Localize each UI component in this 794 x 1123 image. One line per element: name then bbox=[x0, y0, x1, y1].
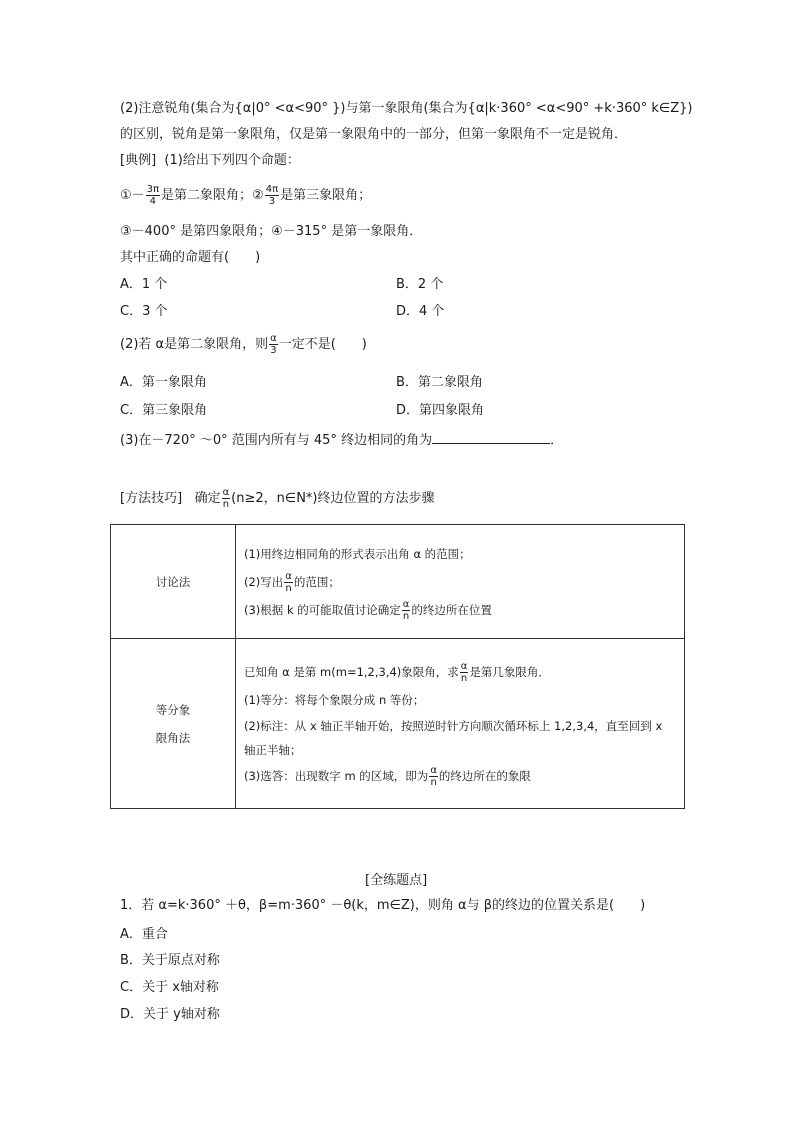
q2-option-c: C．第三象限角 bbox=[120, 403, 208, 418]
note-line-2: 的区别，锐角是第一象限角，仅是第一象限角中的一部分，但第一象限角不一定是锐角． bbox=[120, 127, 628, 142]
fraction-4pi-over-3: $\frac{4\pi}{3}$ bbox=[265, 184, 279, 207]
practice-tag: [全练题点] bbox=[365, 873, 428, 888]
example-q3: (3)在－720° ～0° 范围内所有与 45° 终边相同的角为 ． bbox=[120, 433, 564, 448]
fraction-alpha-over-n: $\frac{\alpha}{n}$ bbox=[460, 660, 468, 684]
practice-q1: 1．若 α=k·360° ＋θ，β=m·360° －θ(k，m∈Z)，则角 α与 β的终边的位置关系是( ) bbox=[120, 898, 646, 913]
q1-option-a: A．1 个 bbox=[120, 277, 168, 292]
method-name-discussion: 讨论法 bbox=[111, 525, 236, 639]
fraction-alpha-over-n: $\frac{\alpha}{n}$ bbox=[430, 764, 437, 788]
practice-option-b: B．关于原点对称 bbox=[120, 953, 220, 968]
q2-option-b: B．第二象限角 bbox=[396, 375, 483, 390]
q1-option-b: B．2 个 bbox=[396, 277, 444, 292]
method-heading: [方法技巧] 确定 $\frac{\alpha}{n}$ (n≥2，n∈N*)终边位置的方法步骤 bbox=[120, 487, 435, 510]
step-3: (3)根据 k 的可能取值讨论确定 $\frac{\alpha}{n}$ 的终边所在位置 bbox=[244, 598, 492, 622]
table-row bbox=[111, 525, 685, 639]
step-1: (1)用终边相同角的形式表示出角 α 的范围； bbox=[244, 546, 471, 561]
step-2: (2)写出 $\frac{\alpha}{n}$ 的范围； bbox=[244, 570, 340, 594]
fraction-alpha-over-n: $\frac{\alpha}{n}$ bbox=[222, 487, 230, 510]
step-intro: 已知角 α 是第 m(m=1,2,3,4)象限角，求 $\frac{\alpha}{n}$ 是第几象限角． bbox=[244, 660, 550, 684]
fraction-alpha-over-n: $\frac{\alpha}{n}$ bbox=[402, 598, 410, 622]
method-steps-quadrant-division bbox=[236, 639, 685, 809]
q2-option-a: A．第一象限角 bbox=[120, 375, 207, 390]
answer-blank bbox=[432, 431, 550, 444]
fraction-3pi-over-4: $\frac{3\pi}{4}$ bbox=[146, 184, 160, 207]
method-tag: [方法技巧] bbox=[120, 491, 183, 506]
step-3: (3)选答：出现数字 m 的区域，即为 $\frac{\alpha}{n}$ 的终边所在的象限 bbox=[244, 764, 531, 788]
example-q1-line3: ③－400° 是第四象限角；④－315° 是第一象限角． bbox=[120, 224, 423, 239]
practice-option-c: C．关于 x轴对称 bbox=[120, 980, 219, 995]
practice-option-a: A．重合 bbox=[120, 927, 168, 942]
note-line-1: (2)注意锐角(集合为{α|0° <α<90° })与第一象限角(集合为{α|k·360° <α<90° +k·360° k∈Z}) bbox=[120, 101, 693, 116]
example-q1-question: 其中正确的命题有( ) bbox=[120, 250, 261, 265]
example-header bbox=[120, 153, 300, 169]
example-q1-intro: (1)给出下列四个命题： bbox=[164, 153, 300, 168]
method-steps-discussion bbox=[236, 525, 685, 639]
method-table bbox=[110, 524, 685, 809]
example-q2: (2)若 α是第二象限角，则 $\frac{\alpha}{3}$ 一定不是( ) bbox=[120, 333, 367, 356]
practice-option-d: D．关于 y轴对称 bbox=[120, 1007, 220, 1022]
table-row bbox=[111, 639, 685, 809]
example-tag: [典例] bbox=[120, 153, 157, 168]
q1-option-c: C．3 个 bbox=[120, 304, 168, 319]
method-name-quadrant-division: 等分象 限角法 bbox=[111, 639, 236, 809]
fraction-alpha-over-n: $\frac{\alpha}{n}$ bbox=[285, 570, 292, 594]
example-q1-line1: ①－ $\frac{3\pi}{4}$ 是第二象限角；② $\frac{4\pi}{3}$ 是第三象限角； bbox=[120, 184, 372, 207]
step-2: (2)标注：从 x 轴正半轴开始，按照逆时针方向顺次循环标上 1,2,3,4，直至回到 x 轴正半轴； bbox=[244, 718, 663, 757]
q1-option-d: D．4 个 bbox=[396, 304, 445, 319]
step-1: (1)等分：将每个象限分成 n 等份； bbox=[244, 692, 425, 707]
fraction-alpha-over-3: $\frac{\alpha}{3}$ bbox=[270, 333, 277, 356]
q2-option-d: D．第四象限角 bbox=[396, 403, 485, 418]
